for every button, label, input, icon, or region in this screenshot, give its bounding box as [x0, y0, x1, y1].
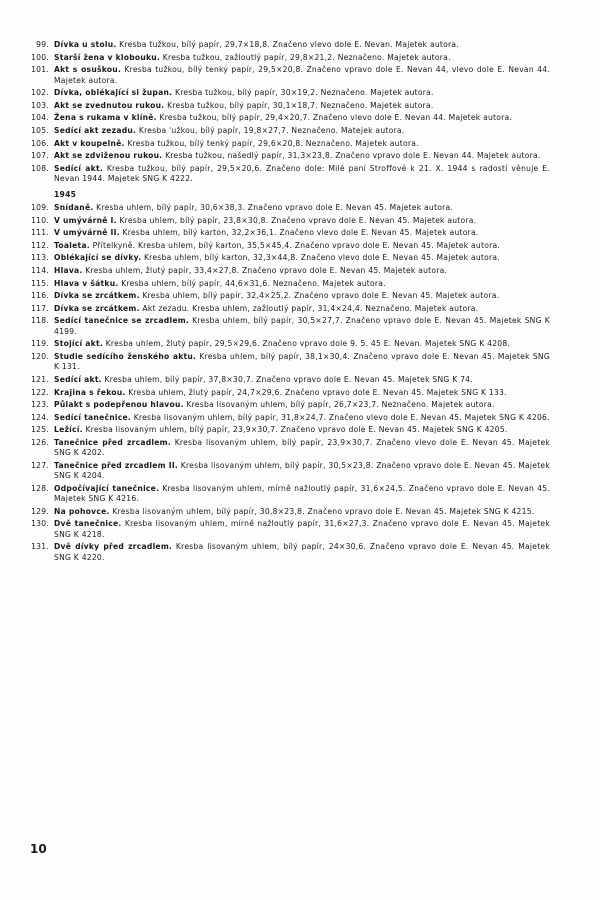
catalog-entry	[28, 542, 550, 563]
entry-description: Kresba lisovaným uhlem, mírně nažloutlý papír, 31,6×24,5. Značeno vpravo dole E. Nevan 45. Majetek SNG K 4216.	[54, 483, 550, 504]
entry-title: Dívka se zrcátkem.	[54, 303, 140, 313]
entry-description: Kresba tužkou, bílý tenký papír, 29,5×20,8. Značeno vpravo dole E. Nevan 44, vlevo dole E. Nevan 44. Majetek autora.	[54, 65, 551, 85]
entry-title: Snídaně.	[54, 202, 94, 212]
entry-description: Kresba tužkou, bílý tenký papír, 29,6×20,8. Neznačeno. Majetek autora.	[127, 138, 419, 148]
entry-title: Odpočívající tanečnice.	[54, 483, 160, 493]
entry-description: Kresba tužkou, bílý papír, 30×19,2. Neznačeno. Majetek autora.	[174, 88, 434, 98]
catalog-entry	[28, 413, 550, 423]
catalog-entry	[28, 400, 550, 410]
entry-title: Starší žena v klobouku.	[54, 52, 161, 62]
entry-title: V umývárně I.	[54, 215, 117, 225]
catalog-entry	[28, 253, 550, 263]
catalog-entry	[28, 65, 550, 86]
catalog-list	[28, 40, 550, 565]
catalog-entry	[28, 425, 550, 435]
page-number: 10	[30, 842, 47, 856]
entry-description: Kresba tužkou, zažloutlý papír, 29,8×21,2. Neznačeno. Majetek autora.	[162, 52, 451, 62]
entry-number: 119.	[31, 339, 49, 349]
catalog-entry	[28, 519, 550, 540]
entry-description: Kresba uhlem, bílý papír, 23,8×30,8. Značeno vpravo dole E. Nevan 45. Majetek autora.	[119, 215, 477, 225]
entry-number: 125.	[31, 425, 49, 435]
entry-title: Akt v koupelně.	[54, 138, 125, 148]
entry-number: 124.	[31, 412, 49, 422]
entry-title: Žena s rukama v klíně.	[54, 113, 157, 123]
catalog-entry	[28, 388, 550, 398]
entry-number: 122.	[31, 387, 49, 397]
entry-description: Kresba lisovaným uhlem, bílý papír, 23,9×30,7. Značeno vpravo dole E. Nevan 45. Majetek SNG K 4205.	[85, 425, 508, 435]
entry-description: Kresba uhlem, bílý karton, 32,2×36,1. Značeno vlevo dole E. Nevan 45. Majetek autora.	[122, 228, 479, 238]
entry-title: Sedící akt.	[54, 374, 102, 384]
entry-number: 109.	[31, 202, 49, 212]
entry-title: Hlava.	[54, 265, 83, 275]
entry-description: Přítelkyně. Kresba uhlem, bílý karton, 35,5×45,4. Značeno vpravo dole E. Nevan 45. Majetek autora.	[92, 240, 501, 250]
entry-title: V umývárně II.	[54, 228, 120, 238]
entry-description: Kresba uhlem, bílý papír, 37,8×30,7. Značeno vpravo dole E. Nevan 45. Majetek SNG K 74.	[104, 374, 473, 384]
entry-number: 131.	[31, 542, 49, 552]
entry-description: Kresba uhlem, bílý karton, 32,3×44,8. Značeno vlevo dole E. Nevan 45. Majetek autora.	[143, 253, 500, 263]
entry-title: Sedící akt zezadu.	[54, 125, 137, 135]
entry-number: 118.	[31, 316, 49, 326]
entry-description: Kresba uhlem, bílý papír, 38,1×30,4. Značeno vpravo dole E. Nevan 45. Majetek SNG K 131.	[54, 351, 550, 372]
catalog-entry	[28, 279, 550, 289]
entry-description: Kresba lisovaným uhlem, bílý papír, 30,8×23,8. Značeno vpravo dole E. Nevan 45. Majetek SNG K 4215.	[112, 506, 535, 516]
entry-number: 121.	[31, 374, 49, 384]
entry-title: Akt se zvednutou rukou.	[54, 100, 165, 110]
catalog-entry	[28, 139, 550, 149]
catalog-entry	[28, 113, 550, 123]
entry-number: 115.	[31, 278, 49, 288]
catalog-entry	[28, 291, 550, 301]
entry-number: 116.	[31, 291, 49, 301]
entry-description: Kresba tužkou, našedlý papír, 31,3×23,8. Značeno vpravo dole E. Nevan 44. Majetek autora.	[165, 151, 541, 161]
entry-description: Kresba lisovaným uhlem, bílý papír, 24×30,6. Značeno vpravo dole E. Nevan 45. Majetek SNG K 4220.	[54, 542, 551, 562]
entry-number: 117.	[31, 303, 49, 313]
entry-title: Dívka, oblékající si župan.	[54, 88, 173, 98]
entry-title: Akt s osuškou.	[54, 65, 122, 75]
entry-number: 111.	[31, 228, 49, 238]
entry-number: 126.	[31, 437, 49, 447]
entry-number: 107.	[31, 151, 49, 161]
entry-number: 129.	[31, 506, 49, 516]
entry-title: Hlava v šátku.	[54, 278, 119, 288]
catalog-entry	[28, 375, 550, 385]
entry-description: Kresba uhlem, bílý papír, 44,6×31,6. Neznačeno. Majetek autora.	[121, 278, 386, 288]
entry-title: Toaleta.	[54, 240, 90, 250]
entry-description: Kresba lisovaným uhlem, bílý papír, 31,8×24,7. Značeno vlevo dole E. Nevan 45. Majetek SNG K 4206.	[133, 412, 550, 422]
entry-title: Sedící akt.	[54, 163, 103, 173]
catalog-entry	[28, 126, 550, 136]
entry-description: Kresba ˈužkou, bílý papír, 19,8×27,7. Neznačeno. Matejek autora.	[138, 125, 405, 135]
entry-description: Kresba tužkou, bílý papír, 29,4×20,7. Značeno vlevo dole E. Nevan 44. Majetek autora.	[159, 113, 513, 123]
entry-title: Na pohovce.	[54, 506, 110, 516]
entry-title: Studie sedícího ženského aktu.	[54, 351, 197, 361]
catalog-entry	[28, 151, 550, 161]
entry-description: Kresba lisovaným uhlem, bílý papír, 23,9×30,7. Značeno vlevo dole E. Nevan 45. Majetek SNG K 4202.	[54, 437, 551, 458]
entry-title: Dívka se zrcátkem.	[54, 291, 140, 301]
entry-number: 100.	[31, 52, 49, 62]
entry-number: 113.	[31, 253, 49, 263]
entry-description: Akt zezadu. Kresba uhlem, zažloutlý papír, 31,4×24,4. Neznačeno. Majetek autora.	[142, 303, 479, 313]
entry-description: Kresba uhlem, žlutý papír, 33,4×27,8. Značeno vpravo dole E. Nevan 45. Majetek autora.	[85, 265, 448, 275]
catalog-entry	[28, 228, 550, 238]
year-heading: 1945	[54, 189, 77, 199]
catalog-entry	[28, 507, 550, 517]
entry-number: 101.	[31, 65, 49, 75]
entry-description: Kresba uhlem, bílý papír, 30,5×27,7. Značeno vpravo dole E. Nevan 45. Majetek SNG K 4199.	[54, 316, 551, 336]
entry-title: Tanečnice před zrcadlem II.	[54, 460, 179, 470]
entry-title: Tanečnice před zrcadlem.	[54, 437, 171, 447]
catalog-entry	[28, 164, 550, 185]
entry-description: Kresba uhlem, žlutý papír, 24,7×29,6. Značeno vpravo dole E. Nevan 45. Majetek SNG K 133.	[128, 387, 507, 397]
entry-description: Kresba lisovaným uhlem, mírně nažloutlý papír, 31,6×27,3. Značeno vpravo dole E. Nevan 45. Majetek SNG K 4218.	[54, 519, 551, 539]
entry-number: 128.	[31, 483, 49, 493]
entry-number: 123.	[31, 400, 49, 410]
entry-title: Dvě tanečnice.	[54, 519, 122, 529]
entry-number: 120.	[31, 351, 49, 361]
entry-description: Kresba uhlem, bílý papír, 30,6×38,3. Značeno vpravo dole E. Nevan 45. Majetek autora.	[96, 202, 454, 212]
entry-number: 110.	[31, 215, 49, 225]
entry-title: Dívka u stolu.	[54, 40, 117, 49]
entry-title: Půlakt s podepřenou hlavou.	[54, 400, 184, 410]
entry-number: 103.	[31, 100, 49, 110]
catalog-entry	[28, 339, 550, 349]
entry-title: Oblékající se dívky.	[54, 253, 142, 263]
entry-description: Kresba uhlem, žlutý papír, 29,5×29,6. Značeno vpravo dole 9. 5. 45 E. Nevan. Majetek SNG K 4208.	[105, 339, 511, 349]
entry-number: 130.	[31, 519, 49, 529]
entry-number: 108.	[31, 163, 49, 173]
entry-title: Ležící.	[54, 425, 83, 435]
catalog-entry	[28, 461, 550, 482]
catalog-entry	[28, 438, 550, 459]
entry-number: 112.	[31, 240, 49, 250]
entry-description: Kresba tužkou, bílý papír, 29,7×18,8. Značeno vlevo dole E. Nevan. Majetek autora.	[119, 40, 459, 49]
catalog-entry	[28, 316, 550, 337]
entry-number: 106.	[31, 138, 49, 148]
entry-number: 114.	[31, 265, 49, 275]
entry-title: Krajina s řekou.	[54, 387, 126, 397]
entry-description: Kresba lisovaným uhlem, bílý papír, 26,7×23,7. Neznačeno. Majetek autora.	[186, 400, 495, 410]
entry-title: Sedící tanečnice.	[54, 412, 132, 422]
catalog-entry	[28, 88, 550, 98]
entry-number: 127.	[31, 460, 49, 470]
catalog-entry	[28, 266, 550, 276]
catalog-entry	[28, 203, 550, 213]
catalog-entry	[28, 216, 550, 226]
entry-title: Stojící akt.	[54, 339, 103, 349]
catalog-entry	[28, 40, 550, 50]
entry-description: Kresba lisovaným uhlem, bílý papír, 30,5×23,8. Značeno vpravo dole E. Nevan 45. Majetek SNG K 4204.	[54, 460, 551, 481]
entry-title: Akt se zdviženou rukou.	[54, 151, 163, 161]
catalog-entry	[28, 304, 550, 314]
catalog-entry	[28, 53, 550, 63]
entry-number: 104.	[31, 113, 49, 123]
entry-number: 105.	[31, 125, 49, 135]
entry-title: Dvě dívky před zrcadlem.	[54, 542, 173, 552]
entry-number: 102.	[31, 88, 49, 98]
entry-title: Sedící tanečnice se zrcadlem.	[54, 316, 190, 326]
catalog-entry	[28, 484, 550, 505]
entry-number: 99.	[36, 40, 49, 49]
entry-description: Kresba uhlem, bílý papír, 32,4×25,2. Značeno vpravo dole E. Nevan 45. Majetek autora.	[142, 291, 500, 301]
catalog-entry	[28, 101, 550, 111]
entry-description: Kresba tužkou, bílý papír, 30,1×18,7. Neznačeno. Majetek autora.	[167, 100, 434, 110]
catalog-entry	[28, 352, 550, 373]
catalog-entry	[28, 241, 550, 251]
entry-description: Kresba tužkou, bílý papír, 29,5×20,6. Značeno dole: Milé paní Stroffové k 21. X. 1944 s radostí věnuje E. Nevan 1944. Majetek SNG K 4222.	[54, 163, 550, 184]
